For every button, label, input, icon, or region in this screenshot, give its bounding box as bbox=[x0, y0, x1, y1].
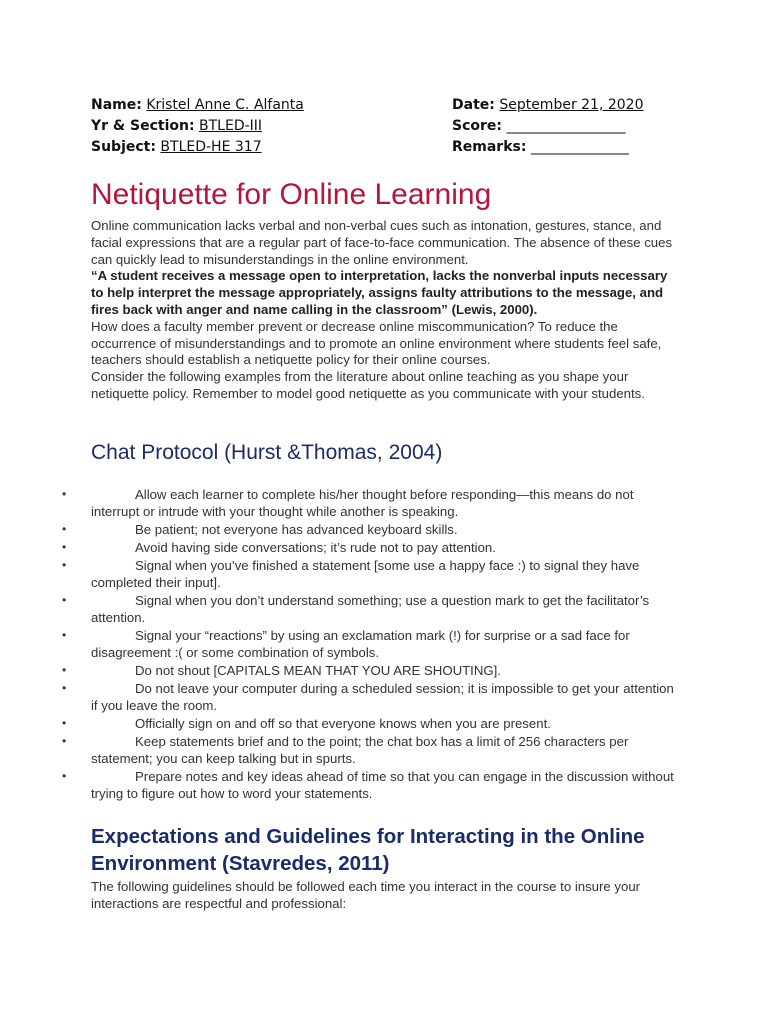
date-label: Date: bbox=[452, 97, 495, 113]
list-item-text: Signal your “reactions” by using an exclamation mark (!) for surprise or a sad face for disagreement :( or some combination of symbols. bbox=[91, 628, 630, 660]
section-value: BTLED-III bbox=[199, 118, 263, 134]
bullet-icon: • bbox=[62, 558, 67, 572]
intro-paragraph-2: How does a faculty member prevent or decrease online miscommunication? To reduce the occurrence of misunderstandings and to promote an online environment where students feel safe, teachers should establish a netiquette policy for their online courses. bbox=[91, 318, 662, 368]
name-value: Kristel Anne C. Alfanta bbox=[146, 97, 304, 113]
list-item-text: Do not leave your computer during a scheduled session; it is impossible to get your attention if you leave the room. bbox=[91, 681, 674, 713]
intro-paragraph-1: Online communication lacks verbal and non-verbal cues such as intonation, gestures, stance, and facial expressions that are a regular part of face-to-face communication. The absence of these cues can quickly lead to misunderstandings in the online environment. bbox=[91, 218, 673, 267]
bullet-icon: • bbox=[62, 769, 67, 783]
remarks-blank: ______________ bbox=[530, 139, 629, 155]
list-item bbox=[62, 592, 682, 626]
intro-section bbox=[91, 218, 681, 403]
list-item bbox=[62, 715, 682, 732]
bullet-icon: • bbox=[62, 681, 67, 695]
bullet-icon: • bbox=[62, 540, 67, 554]
list-item bbox=[62, 733, 682, 767]
name-row bbox=[91, 95, 431, 116]
list-item-text: Be patient; not everyone has advanced keyboard skills. bbox=[135, 522, 458, 537]
bullet-icon: • bbox=[62, 593, 67, 607]
chat-protocol-list bbox=[62, 486, 682, 803]
expectations-heading: Expectations and Guidelines for Interacting in the Online Environment (Stavredes, 2011) bbox=[91, 825, 645, 875]
list-item bbox=[62, 662, 682, 679]
list-item bbox=[62, 486, 682, 520]
section-label: Yr & Section: bbox=[91, 118, 195, 134]
list-item bbox=[62, 627, 682, 661]
student-info-right bbox=[452, 95, 732, 158]
score-row bbox=[452, 116, 732, 137]
list-item-text: Signal when you’ve finished a statement [some use a happy face :) to signal they have completed their input]. bbox=[91, 558, 640, 590]
date-value: September 21, 2020 bbox=[499, 97, 644, 113]
list-item-text: Keep statements brief and to the point; the chat box has a limit of 256 characters per statement; you can keep talking but in spurts. bbox=[91, 734, 629, 766]
list-item-text: Officially sign on and off so that everyone knows when you are present. bbox=[135, 716, 551, 731]
bullet-icon: • bbox=[62, 522, 67, 536]
list-item bbox=[62, 521, 682, 538]
list-item-text: Allow each learner to complete his/her thought before responding—this means do not interrupt or intrude with your thought while another is speaking. bbox=[91, 487, 634, 519]
list-item-text: Prepare notes and key ideas ahead of time so that you can engage in the discussion without trying to figure out how to word your statements. bbox=[91, 769, 674, 801]
name-label: Name: bbox=[91, 97, 142, 113]
list-item-text: Avoid having side conversations; it’s rude not to pay attention. bbox=[135, 540, 496, 555]
bullet-icon: • bbox=[62, 734, 67, 748]
bullet-icon: • bbox=[62, 716, 67, 730]
list-item bbox=[62, 539, 682, 556]
bullet-icon: • bbox=[62, 487, 67, 501]
list-item-text: Signal when you don’t understand something; use a question mark to get the facilitator’s attention. bbox=[91, 593, 650, 625]
document-title: Netiquette for Online Learning bbox=[91, 178, 492, 211]
bullet-icon: • bbox=[62, 628, 67, 642]
date-row bbox=[452, 95, 732, 116]
subject-row bbox=[91, 137, 431, 158]
section-row bbox=[91, 116, 431, 137]
remarks-label: Remarks: bbox=[452, 139, 527, 155]
student-info-left bbox=[91, 95, 431, 158]
subject-label: Subject: bbox=[91, 139, 156, 155]
list-item-text: Do not shout [CAPITALS MEAN THAT YOU ARE SHOUTING]. bbox=[135, 663, 501, 678]
remarks-row bbox=[452, 137, 732, 158]
guidelines-paragraph: The following guidelines should be followed each time you interact in the course to insure your interactions are respectful and professional: bbox=[91, 879, 641, 911]
bullet-icon: • bbox=[62, 663, 67, 677]
intro-paragraph-3: Consider the following examples from the literature about online teaching as you shape your netiquette policy. Remember to model good netiquette as you communicate with your students. bbox=[91, 369, 645, 401]
lewis-quote: “A student receives a message open to interpretation, lacks the nonverbal inputs necessary to help interpret the message appropriately, assigns faulty attributions to the message, and fires back with anger and name calling in the classroom” (Lewis, 2000). bbox=[91, 268, 668, 317]
score-blank: _________________ bbox=[506, 118, 626, 134]
list-item bbox=[62, 557, 682, 591]
list-item bbox=[62, 768, 682, 802]
subject-value: BTLED-HE 317 bbox=[160, 139, 262, 155]
list-item bbox=[62, 680, 682, 714]
score-label: Score: bbox=[452, 118, 502, 134]
chat-protocol-heading: Chat Protocol (Hurst &Thomas, 2004) bbox=[91, 441, 443, 464]
